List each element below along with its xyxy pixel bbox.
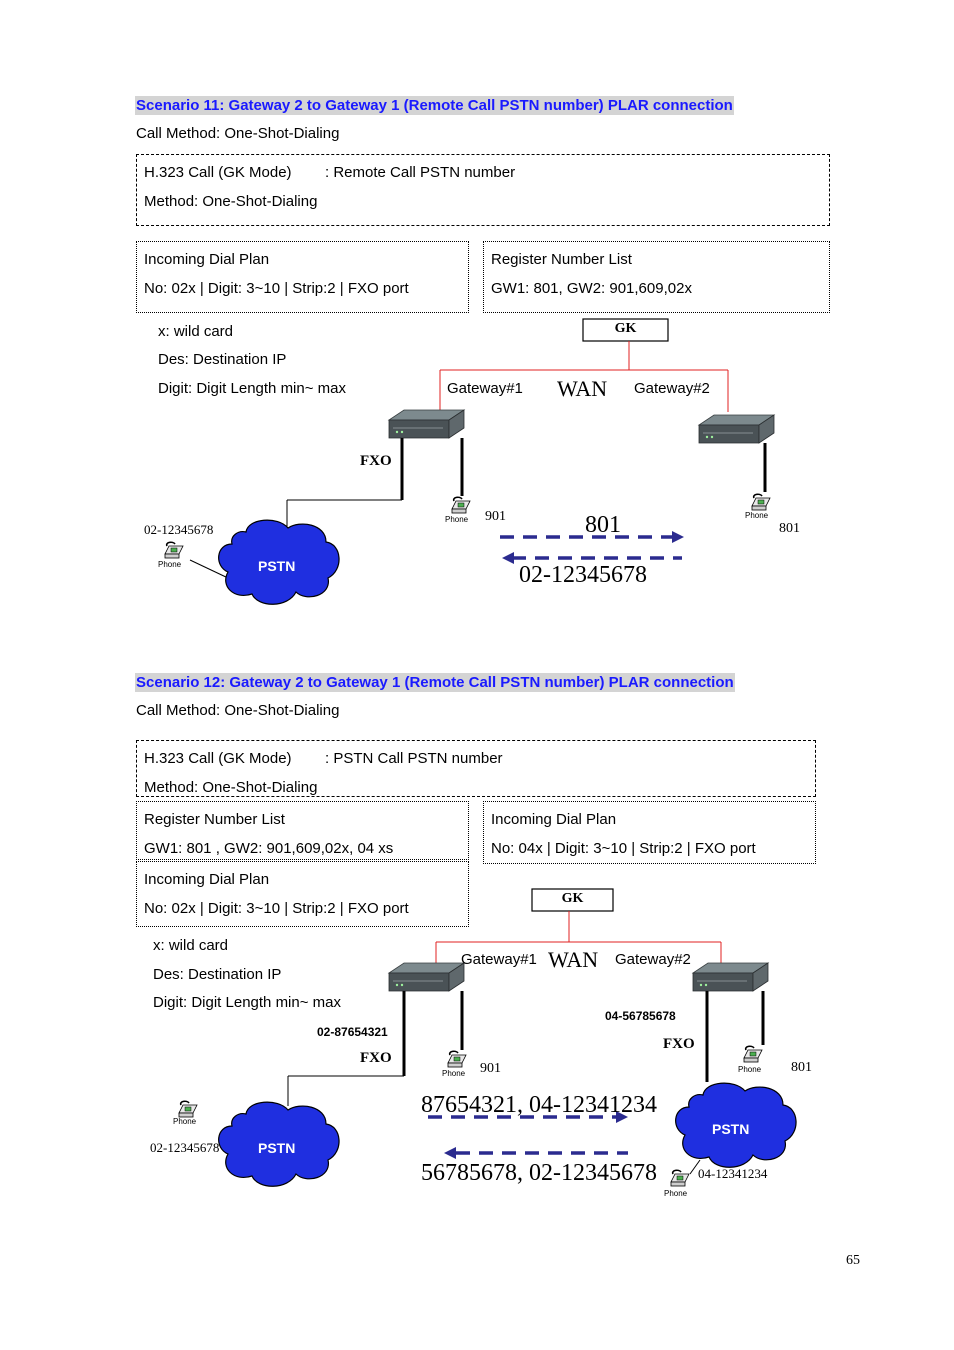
s11-gk-label: GK bbox=[614, 321, 637, 336]
s12-pstn-left-number: 02-12345678 bbox=[150, 1140, 220, 1155]
s11-arrow-right-label: 801 bbox=[585, 512, 621, 538]
s12-dial-plan2-rule: No: 04x | Digit: 3~10 | Strip:2 | FXO port bbox=[491, 840, 756, 857]
s12-number-801: 801 bbox=[791, 1060, 812, 1075]
s11-phone-pstn-label: Phone bbox=[158, 560, 182, 569]
s11-phone-pstn-icon bbox=[165, 542, 183, 558]
s12-arrow-left-label: 56785678, 02-12345678 bbox=[421, 1160, 657, 1186]
s12-gateway1-label: Gateway#1 bbox=[461, 951, 537, 968]
s11-legend-digit: Digit: Digit Length min~ max bbox=[158, 380, 346, 397]
s11-call-box-method: Method: One-Shot-Dialing bbox=[144, 193, 318, 210]
s12-dial-plan-title: Incoming Dial Plan bbox=[144, 871, 270, 888]
s11-number-801: 801 bbox=[779, 521, 800, 536]
s12-gateway1-router-icon bbox=[389, 963, 464, 991]
s11-dial-plan-rule: No: 02x | Digit: 3~10 | Strip:2 | FXO port bbox=[144, 280, 409, 297]
s11-pstn-label: PSTN bbox=[258, 558, 296, 574]
s12-number-901: 901 bbox=[480, 1061, 501, 1076]
s12-title: Scenario 12: Gateway 2 to Gateway 1 (Remote Call PSTN number) PLAR connection bbox=[136, 674, 734, 691]
s12-fxo-left-label: FXO bbox=[360, 1050, 392, 1066]
s12-pstn-left-label: PSTN bbox=[258, 1140, 296, 1156]
s12-phone-pstn-left-icon bbox=[179, 1101, 197, 1117]
s11-gateway2-router-icon bbox=[699, 415, 774, 443]
s11-register-list: GW1: 801, GW2: 901,609,02x bbox=[491, 280, 692, 297]
s12-call-method: Call Method: One-Shot-Dialing bbox=[136, 702, 340, 719]
s11-register-title: Register Number List bbox=[491, 251, 632, 268]
s11-gateway1-router-icon bbox=[389, 410, 464, 438]
s11-number-901: 901 bbox=[485, 509, 506, 524]
s11-wan-label: WAN bbox=[557, 376, 608, 401]
s12-phone-pstn-right-icon bbox=[671, 1170, 689, 1186]
s12-phone-901-label: Phone bbox=[442, 1069, 466, 1078]
s11-phone-801-label: Phone bbox=[745, 511, 769, 520]
s12-phone-801-icon bbox=[744, 1046, 762, 1062]
s11-title: Scenario 11: Gateway 2 to Gateway 1 (Remote Call PSTN number) PLAR connection bbox=[136, 97, 733, 114]
s12-pstn-right-label: PSTN bbox=[712, 1121, 750, 1137]
s12-register-list: GW1: 801 , GW2: 901,609,02x, 04 xs bbox=[144, 840, 394, 857]
s11-phone-901-label: Phone bbox=[445, 515, 469, 524]
s12-phone-901-icon bbox=[448, 1051, 466, 1067]
s11-call-type: H.323 Call (GK Mode) bbox=[144, 164, 292, 181]
s12-call-box-method: Method: One-Shot-Dialing bbox=[144, 779, 318, 796]
s12-gateway1-number: 02-87654321 bbox=[317, 1025, 388, 1039]
page-number: 65 bbox=[846, 1253, 860, 1268]
s11-legend-wildcard: x: wild card bbox=[158, 323, 234, 340]
s12-wan-label: WAN bbox=[548, 947, 599, 972]
s11-dial-plan-title: Incoming Dial Plan bbox=[144, 251, 270, 268]
s12-gk-label: GK bbox=[561, 891, 584, 906]
s11-gateway2-label: Gateway#2 bbox=[634, 380, 710, 397]
s11-phone-801-icon bbox=[752, 494, 770, 510]
s11-call-method: Call Method: One-Shot-Dialing bbox=[136, 125, 340, 142]
s11-fxo-label: FXO bbox=[360, 453, 392, 469]
s11-gateway1-label: Gateway#1 bbox=[447, 380, 523, 397]
s11-arrow-left-label: 02-12345678 bbox=[519, 562, 647, 588]
s12-phone-pstn-right-label: Phone bbox=[664, 1189, 688, 1198]
s12-legend-destination: Des: Destination IP bbox=[153, 966, 282, 983]
s12-fxo-right-label: FXO bbox=[663, 1036, 695, 1052]
s12-legend-wildcard: x: wild card bbox=[153, 937, 229, 954]
s12-arrow-right-label: 87654321, 04-12341234 bbox=[421, 1092, 657, 1118]
s12-call-type: H.323 Call (GK Mode) bbox=[144, 750, 292, 767]
s12-gateway2-number: 04-56785678 bbox=[605, 1009, 676, 1023]
s12-gateway2-router-icon bbox=[693, 963, 768, 991]
s12-gateway2-label: Gateway#2 bbox=[615, 951, 691, 968]
s12-dial-plan-rule: No: 02x | Digit: 3~10 | Strip:2 | FXO port bbox=[144, 900, 409, 917]
s12-legend-digit: Digit: Digit Length min~ max bbox=[153, 994, 341, 1011]
s12-phone-801-label: Phone bbox=[738, 1065, 762, 1074]
s12-pstn-right-number: 04-12341234 bbox=[698, 1166, 768, 1181]
s12-dial-plan2-title: Incoming Dial Plan bbox=[491, 811, 617, 828]
s11-phone-901-icon bbox=[452, 497, 470, 513]
s11-call-desc: : Remote Call PSTN number bbox=[325, 164, 516, 181]
s11-legend-destination: Des: Destination IP bbox=[158, 351, 287, 368]
s11-pstn-number: 02-12345678 bbox=[144, 522, 214, 537]
s12-register-title: Register Number List bbox=[144, 811, 285, 828]
s12-phone-pstn-left-label: Phone bbox=[173, 1117, 197, 1126]
s12-call-desc: : PSTN Call PSTN number bbox=[325, 750, 503, 767]
